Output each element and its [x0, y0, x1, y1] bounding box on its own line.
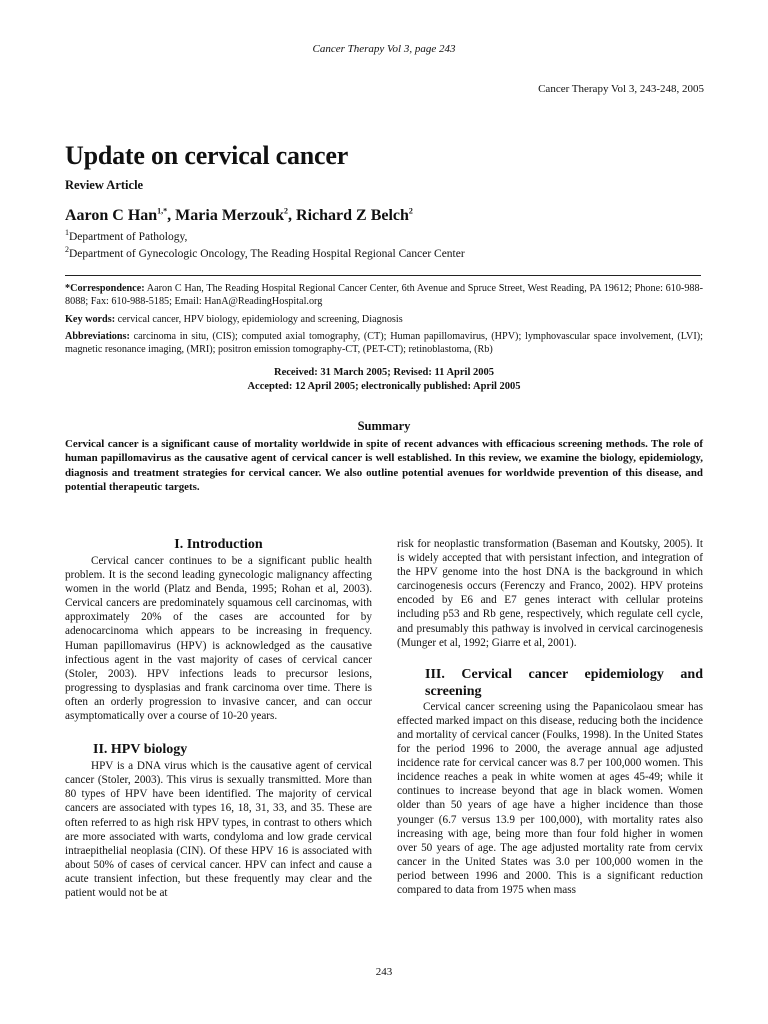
author-name: Maria Merzouk [175, 207, 285, 224]
running-head: Cancer Therapy Vol 3, page 243 [312, 43, 456, 55]
author-name: Aaron C Han [65, 207, 158, 224]
received-dates: Received: 31 March 2005; Revised: 11 April 2005 [274, 367, 494, 378]
epidemiology-paragraph: Cervical cancer screening using the Papanicolaou smear has effected marked impact on this disease, reducing both the incidence and mortality of cervical cancer (Foulks, 1998). In the United States for the period 1996 to 2000, the average annual age adjusted incidence rate for cervical cancer was 8.7 per 100,000 women. This incidence reaches a peak in white women at ages 45-49; while it continues to increase beyond that age in black women. Women older than 50 years of age have a higher incidence than those younger (6.7 versus 13.9 per 100,000), with mortality rates also increasing with age, being more than four fold higher in women over 50 years of age. The age adjusted mortality rate from cervix cancer in the United States was 3.0 per 100,000 women in the period between 1996 and 2000. This is a significant reduction compared to data from 1975 when mass [397, 700, 703, 896]
affiliation [65, 245, 465, 260]
hpv-biology-paragraph: HPV is a DNA virus which is the causative agent of cervical cancer (Stoler, 2003). This virus is sexually transmitted. More than 80 types of HPV have been identified. The majority of cervical cancers are associated with types 16, 18, 31, 33, and 35. These are often referred to as high risk HPV types, in contrast to others which are more associated with warts, condyloma and low grade cervical intraepithelial neoplasia (CIN). Of these HPV 16 is associated with about 50% of cases of cervical cancer. HPV can infect and cause a acute transient infection, but these frequently may clear and the patient would not be at [65, 760, 372, 899]
correspondence [65, 282, 703, 309]
author-list [65, 207, 413, 225]
affiliation [65, 228, 188, 243]
correspondence-label: *Correspondence: [65, 283, 145, 294]
article-title: Update on cervical cancer [65, 141, 349, 170]
affiliation-marker: 1 [65, 228, 69, 238]
journal-citation: Cancer Therapy Vol 3, 243-248, 2005 [538, 83, 704, 95]
introduction-paragraph: Cervical cancer continues to be a significant public health problem. It is the second leading gynecologic malignancy affecting women in the world (Platz and Benda, 1995; Rohan et al, 2003). Cervical cancers are predominately squamous cell carcinomas, with approximately 20% of the cases are accounted for by adenocarcinoma which appears to be increasing in frequency. Human papillomavirus (HPV) is acknowledged as the causative infectious agent in the vast majority of cases of cervical cancer (Stoler, 2003). HPV infections leads to precursor lesions, progressing to dysplasias and frank carcinoma over time. There is often an orderly progression to invasive cancer, and can occur asymptomatically over a course of 10-20 years. [65, 555, 372, 723]
author-name: Richard Z Belch [296, 207, 409, 224]
author-affiliation-marker: 2 [408, 206, 413, 216]
section-heading-hpv-biology: II. HPV biology [93, 742, 188, 758]
abbreviations [65, 330, 703, 357]
affiliation-text: Department of Pathology, [69, 231, 188, 243]
affiliation-marker: 2 [65, 245, 69, 255]
abbreviations-label: Abbreviations: [65, 331, 130, 342]
article-type: Review Article [65, 178, 144, 192]
keywords-text: cervical cancer, HPV biology, epidemiology and screening, Diagnosis [115, 314, 403, 325]
author-affiliation-marker: 1,* [157, 206, 168, 216]
accepted-dates: Accepted: 12 April 2005; electronically published: April 2005 [247, 381, 521, 392]
hpv-biology-paragraph-continued: risk for neoplastic transformation (Baseman and Koutsky, 2005). It is widely accepted that with persistant infection, and integration of the HPV genome into the host DNA is the background in which carcinogenesis occurs (Ferenczy and Franco, 2002). HPV proteins encoded by E6 and E7 genes interact with cellular proteins including p53 and Rb gene, respectively, which regulate cell cycle, and presumably this pathway is involved in cervical carcinogenesis (Munger et al, 1992; Giarre et al, 2001). [397, 538, 703, 649]
right-column [397, 537, 703, 897]
summary-heading: Summary [357, 419, 411, 433]
author-separator: , [288, 207, 297, 224]
header-divider [65, 275, 701, 276]
keywords-label: Key words: [65, 314, 116, 325]
summary-text: Cervical cancer is a significant cause of mortality worldwide in spite of recent advances with efficacious screening methods. The role of human papillomavirus as the causative agent of cervical cancer is well established. In this review, we examine the biology, epidemiology, diagnosis and treatment strategies for cervical cancer. We also outline potential avenues for worldwide prevention of this disease, and potential therapeutic targets. [65, 438, 703, 493]
affiliation-text: Department of Gynecologic Oncology, The Reading Hospital Regional Cancer Center [69, 248, 465, 260]
page-number: 243 [375, 966, 393, 978]
correspondence-text: Aaron C Han, The Reading Hospital Regional Cancer Center, 6th Avenue and Spruce Street, West Reading, PA 19612; Phone: 610-988-8088; Fax: 610-988-5185; Email: HanA@ReadingHospital.org [65, 283, 703, 308]
left-column [65, 536, 372, 900]
author-affiliation-marker: 2 [284, 206, 289, 216]
section-heading-epidemiology: III. Cervical cancer epidemiology and screening [425, 666, 703, 699]
author-separator: , [167, 207, 176, 224]
section-heading-introduction: I. Introduction [174, 537, 263, 552]
keywords [65, 313, 703, 326]
abbreviations-text: carcinoma in situ, (CIS); computed axial tomography, (CT); Human papillomavirus, (HPV); lymphovascular space involvement, (LVI); magnetic resonance imaging, (MRI); positron emission tomography-CT, (PET-CT); retinoblastoma, (Rb) [65, 331, 703, 356]
